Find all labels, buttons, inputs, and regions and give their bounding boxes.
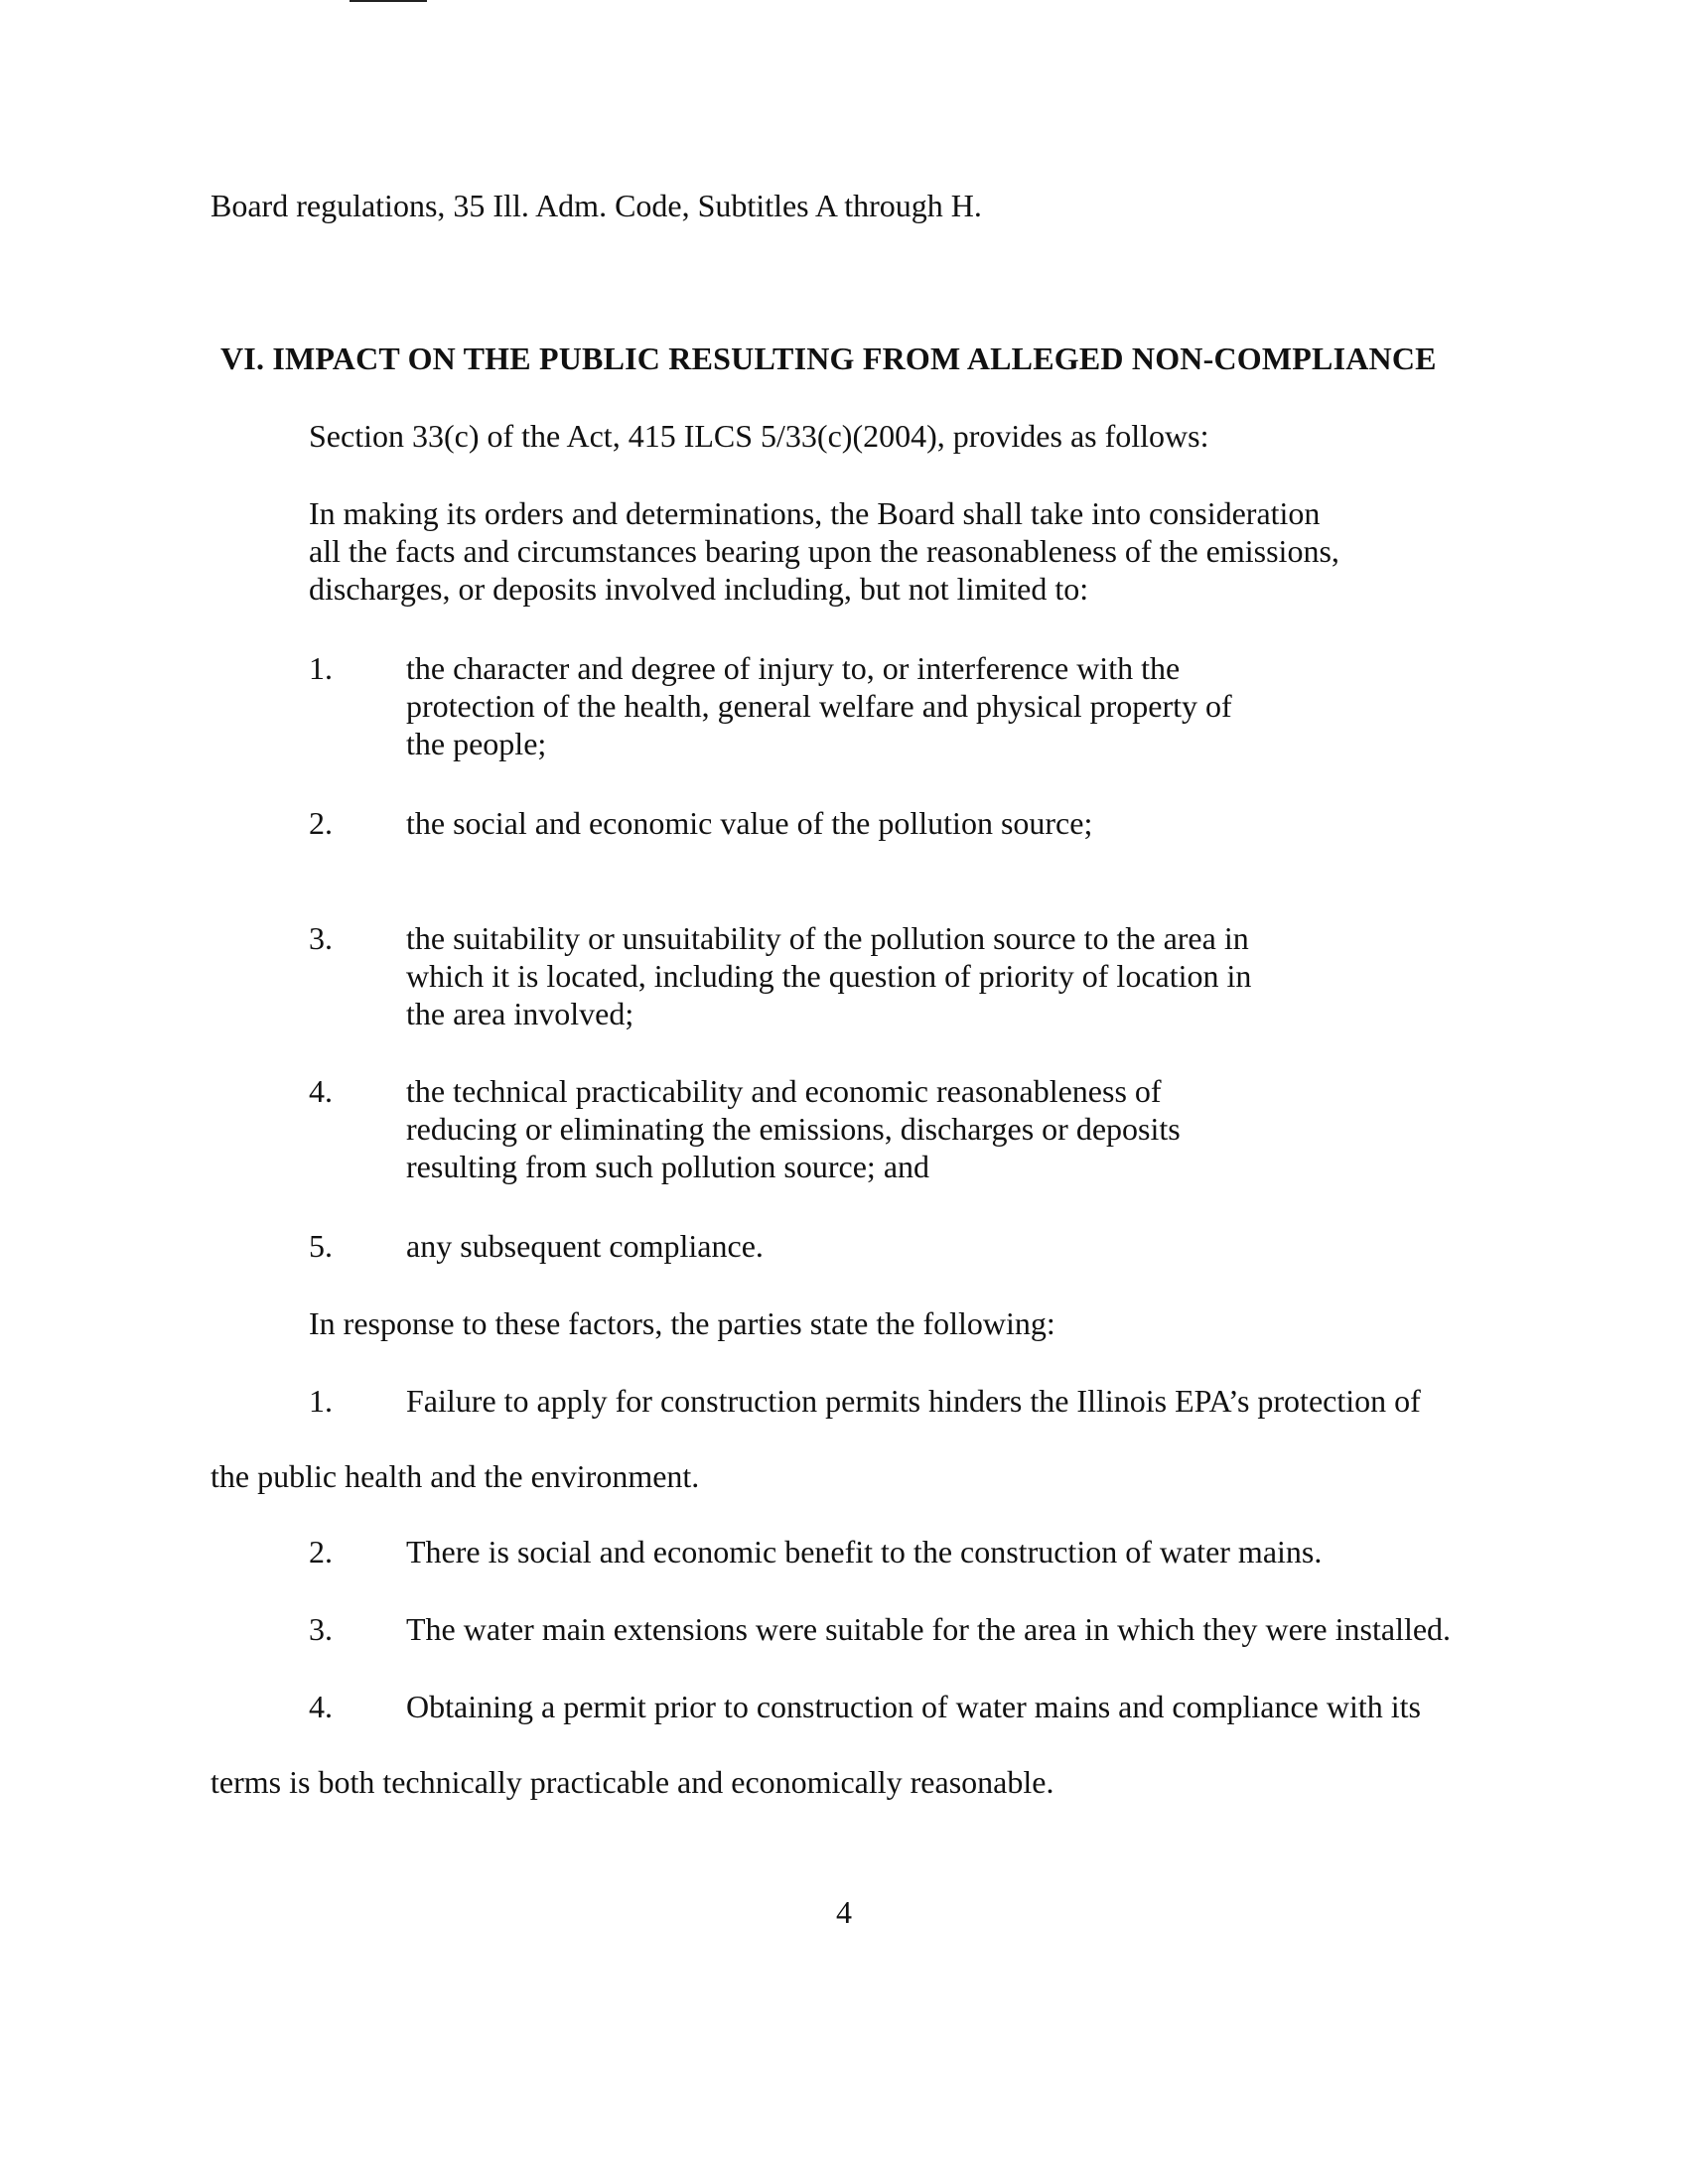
response-intro: In response to these factors, the parties state the following: [309,1305,1055,1341]
factor-line: the technical practicability and economic reasonableness of [406,1073,1162,1109]
response-line: The water main extensions were suitable for the area in which they were installed. [406,1611,1452,1647]
factor-line: which it is located, including the question of priority of location in [406,958,1252,994]
response-number: 4. [309,1689,333,1724]
factor-line: protection of the health, general welfare and physical property of [406,688,1232,724]
quote-line: In making its orders and determinations, the Board shall take into consideration [309,495,1321,531]
factor-line: the suitability or unsuitability of the pollution source to the area in [406,920,1249,956]
factor-number: 1. [309,650,333,686]
response-number: 2. [309,1534,333,1570]
response-line: There is social and economic benefit to the construction of water mains. [406,1534,1323,1570]
factor-line: reducing or eliminating the emissions, discharges or deposits [406,1111,1181,1147]
top-rule [350,0,427,2]
quote-line: all the facts and circumstances bearing upon the reasonableness of the emissions, [309,533,1339,569]
response-line: Obtaining a permit prior to construction of water mains and compliance with its [406,1689,1421,1724]
factor-number: 2. [309,805,333,841]
section-intro: Section 33(c) of the Act, 415 ILCS 5/33(c)(2004), provides as follows: [309,418,1209,454]
response-continuation: the public health and the environment. [210,1458,700,1494]
page-number: 4 [836,1894,852,1930]
quote-line: discharges, or deposits involved including, but not limited to: [309,571,1089,607]
response-line: Failure to apply for construction permits hinders the Illinois EPA’s protection of [406,1383,1421,1419]
response-continuation: terms is both technically practicable and economically reasonable. [210,1764,1054,1800]
factor-line: any subsequent compliance. [406,1228,764,1264]
factor-line: the area involved; [406,996,634,1031]
factor-line: the people; [406,726,547,761]
response-number: 1. [309,1383,333,1419]
response-number: 3. [309,1611,333,1647]
factor-number: 4. [309,1073,333,1109]
intro-line: Board regulations, 35 Ill. Adm. Code, Subtitles A through H. [210,188,982,223]
factor-line: resulting from such pollution source; and [406,1149,930,1184]
factor-line: the social and economic value of the pollution source; [406,805,1093,841]
factor-number: 3. [309,920,333,956]
factor-line: the character and degree of injury to, or interference with the [406,650,1181,686]
factor-number: 5. [309,1228,333,1264]
section-heading: VI. IMPACT ON THE PUBLIC RESULTING FROM ALLEGED NON-COMPLIANCE [220,341,1437,376]
